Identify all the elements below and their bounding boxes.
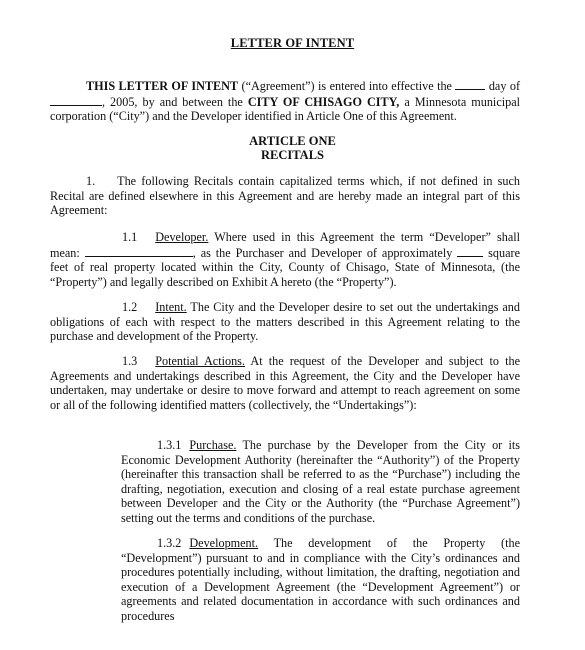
developer-name-blank bbox=[85, 245, 193, 257]
document-title: LETTER OF INTENT bbox=[230, 36, 355, 50]
section-1-3-1-text: The purchase by the Developer from the City or its Economic Development Authority (hereinafter the “Authority”) of the Property (hereinafter this transaction shall be referred to as the “Purchase”) including the drafting, negotiation, execution and closing of a real estate purchase agreement between Developer and the City or the Authority (the “Purchase Agreement”) setting out the terms and conditions of the purchase. bbox=[121, 438, 520, 525]
section-1-1-term: Developer. bbox=[155, 230, 209, 244]
intro-text-4: a Minnesota municipal corporation (“City”) and the Developer identified in Article One of this Agreement. bbox=[50, 94, 521, 124]
section-1-3-1 bbox=[121, 438, 520, 526]
section-1-3-2-number: 1.3.2 bbox=[157, 536, 182, 550]
square-feet-blank bbox=[457, 245, 483, 257]
intro-text-3: , 2005, by and between the bbox=[102, 94, 248, 109]
section-1-1-text-1: Where used in this Agreement the term “Developer” shall mean: bbox=[50, 230, 520, 260]
section-1-2 bbox=[50, 300, 520, 344]
intro-paragraph bbox=[50, 78, 520, 124]
section-1-1 bbox=[50, 230, 520, 289]
section-1-1-text-3: square feet of real property located within the City, County of Chisago, State of Minnesota, (the “Property”) and legally described on Exhibit A hereto (the “Property”). bbox=[50, 245, 520, 289]
section-1-3-2 bbox=[121, 536, 520, 624]
section-1-3-2-term: Development. bbox=[189, 536, 259, 550]
section-1-3-number: 1.3 bbox=[122, 354, 138, 368]
section-1 bbox=[50, 174, 520, 218]
section-1-3-term: Potential Actions. bbox=[155, 354, 245, 368]
section-1-3-1-number: 1.3.1 bbox=[157, 438, 182, 452]
section-1-3-1-term: Purchase. bbox=[189, 438, 237, 452]
month-blank bbox=[50, 94, 102, 106]
article-heading: ARTICLE ONE bbox=[249, 134, 336, 148]
day-blank bbox=[455, 78, 485, 90]
section-1-1-text-2: , as the Purchaser and Developer of approximately bbox=[192, 245, 458, 260]
section-1-number: 1. bbox=[86, 174, 96, 188]
section-1-3-2-text: The development of the Property (the “Development”) pursuant to and in compliance with the City’s ordinances and procedures potentially including, without limitation, the drafting, negotiation and execution of a Development Agreement (the “Development Agreement”) or agreements and related documentation in accordance with such ordinances and procedures bbox=[121, 536, 520, 623]
section-1-text: The following Recitals contain capitalized terms which, if not defined in such Recital are defined elsewhere in this Agreement and are hereby made an integral part of this Agreement: bbox=[50, 174, 520, 218]
section-1-2-term: Intent. bbox=[155, 300, 187, 314]
intro-city: CITY OF CHISAGO CITY, bbox=[247, 94, 400, 109]
section-1-3 bbox=[50, 354, 520, 412]
section-1-1-number: 1.1 bbox=[122, 230, 138, 244]
intro-lead: THIS LETTER OF INTENT bbox=[86, 79, 239, 93]
section-1-2-text: The City and the Developer desire to set out the undertakings and obligations of each with respect to the matters described in this Agreement relating to the purchase and development of the Property. bbox=[50, 300, 520, 344]
intro-text-1: (“Agreement”) is entered into effective the bbox=[238, 79, 456, 93]
intro-text-2: day of bbox=[485, 79, 521, 93]
article-subheading: RECITALS bbox=[261, 148, 324, 162]
section-1-3-text: At the request of the Developer and subject to the Agreements and undertakings described in this Agreement, the City and the Developer have undertaken, may undertake or desire to move forward and attempt to reach agreement on some or all of the following identified matters (collectively, the “Undertakings”): bbox=[50, 354, 520, 412]
section-1-2-number: 1.2 bbox=[122, 300, 138, 314]
